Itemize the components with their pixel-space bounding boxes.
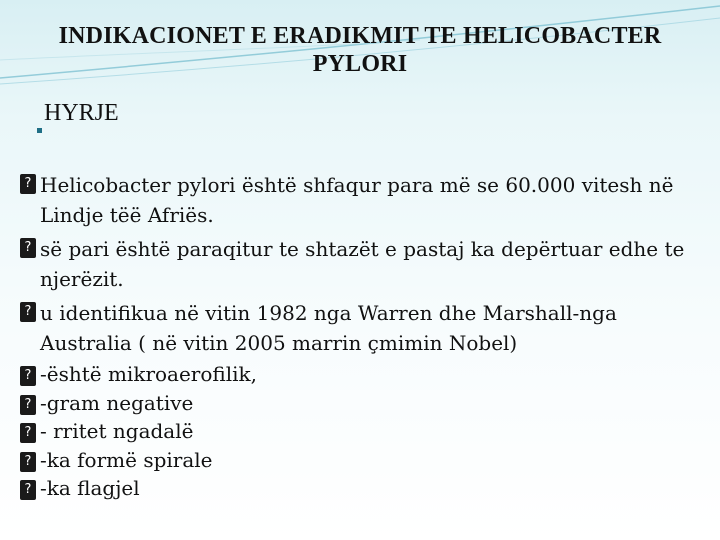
section-heading: HYRJE: [44, 100, 119, 126]
bullet-placeholder-icon: ?: [20, 366, 36, 386]
bullet-placeholder-icon: ?: [20, 302, 36, 322]
list-item-text: -ka flagjel: [40, 476, 140, 500]
list-item-text: -është mikroaerofilik,: [40, 362, 258, 386]
list-item-text: së pari është paraqitur te shtazët e pastaj ka depërtuar edhe te njerëzit.: [40, 237, 685, 291]
bullet-list: [20, 168, 710, 503]
list-item: [20, 168, 710, 232]
bullet-placeholder-icon: ?: [20, 480, 36, 500]
bullet-placeholder-icon: ?: [20, 452, 36, 472]
list-item-text: u identifikua në vitin 1982 nga Warren dhe Marshall-nga Australia ( në vitin 2005 marrin çmimin Nobel): [40, 301, 617, 355]
list-item-text: -gram negative: [40, 390, 194, 415]
list-item-text: - rritet ngadalë: [40, 419, 194, 443]
list-item: [20, 389, 710, 418]
list-item: [20, 417, 710, 446]
list-item: [20, 360, 710, 389]
bullet-placeholder-icon: ?: [20, 174, 36, 194]
bullet-placeholder-icon: ?: [20, 238, 36, 258]
slide-title: INDIKACIONET E ERADIKMIT TE HELICOBACTER PYLORI: [58, 23, 662, 78]
section-bullet-icon: [37, 128, 42, 133]
list-item-text: Helicobacter pylori është shfaqur para më se 60.000 vitesh në Lindje tëë Afriës.: [40, 173, 674, 227]
list-item-text: -ka formë spirale: [40, 447, 213, 472]
bullet-placeholder-icon: ?: [20, 395, 36, 415]
bullet-placeholder-icon: ?: [20, 423, 36, 443]
list-item: [20, 296, 710, 360]
list-item: [20, 446, 710, 475]
list-item: [20, 232, 710, 296]
list-item: [20, 474, 710, 503]
